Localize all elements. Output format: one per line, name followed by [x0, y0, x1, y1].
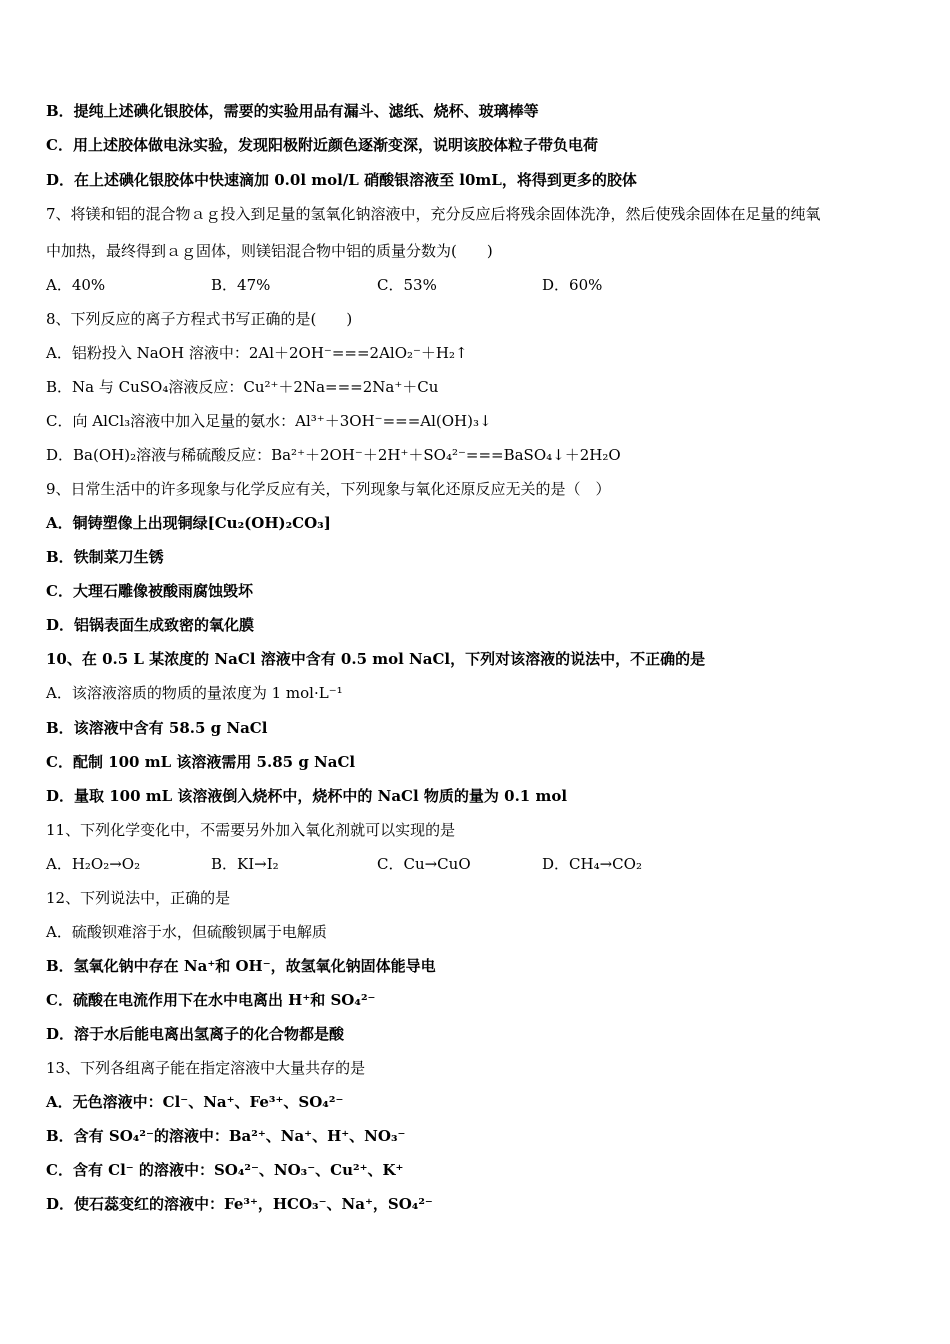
q12-option-b: B．氢氧化钠中存在 Na⁺和 OH⁻，故氢氧化钠固体能导电 — [46, 957, 436, 975]
q8-option-c: C．向 AlCl₃溶液中加入足量的氨水：Al³⁺＋3OH⁻===Al(OH)₃↓ — [46, 412, 492, 430]
q8-option-b: B．Na 与 CuSO₄溶液反应：Cu²⁺＋2Na===2Na⁺＋Cu — [46, 378, 439, 396]
q7-option-c: C．53% — [377, 276, 437, 294]
q12-stem: 12、下列说法中，正确的是 — [46, 889, 231, 907]
q13-option-a: A．无色溶液中：Cl⁻、Na⁺、Fe³⁺、SO₄²⁻ — [46, 1093, 344, 1111]
q10-option-b: B．该溶液中含有 58.5 g NaCl — [46, 719, 268, 737]
q8-option-d: D．Ba(OH)₂溶液与稀硫酸反应：Ba²⁺＋2OH⁻＋2H⁺＋SO₄²⁻===BaSO₄↓＋2H₂O — [46, 446, 621, 464]
q11-option-b: B．KI→I₂ — [211, 855, 279, 873]
q10-stem: 10、在 0.5 L 某浓度的 NaCl 溶液中含有 0.5 mol NaCl，下列对该溶液的说法中，不正确的是 — [46, 650, 706, 668]
q7-option-b: B．47% — [211, 276, 271, 294]
q7-option-a: A．40% — [46, 276, 106, 294]
q10-option-a: A．该溶液溶质的物质的量浓度为 1 mol·L⁻¹ — [46, 684, 343, 702]
q12-option-c: C．硫酸在电流作用下在水中电离出 H⁺和 SO₄²⁻ — [46, 991, 376, 1009]
q9-option-c: C．大理石雕像被酸雨腐蚀毁坏 — [46, 582, 253, 600]
q11-option-c: C．Cu→CuO — [377, 855, 471, 873]
q6-option-d: D．在上述碘化银胶体中快速滴加 0.0l mol/L 硝酸银溶液至 l0mL，将得到更多的胶体 — [46, 171, 637, 189]
q7-stem-line1: 7、将镁和铝的混合物ａｇ投入到足量的氢氧化钠溶液中，充分反应后将残余固体洗净，然后使残余固体在足量的纯氧 — [46, 205, 821, 223]
q9-option-a: A．铜铸塑像上出现铜绿[Cu₂(OH)₂CO₃] — [46, 514, 331, 532]
q11-option-a: A．H₂O₂→O₂ — [46, 855, 141, 873]
q6-option-c: C．用上述胶体做电泳实验，发现阳极附近颜色逐渐变深，说明该胶体粒子带负电荷 — [46, 136, 598, 154]
q8-option-a: A．铝粉投入 NaOH 溶液中：2Al＋2OH⁻===2AlO₂⁻＋H₂↑ — [46, 344, 468, 362]
q8-stem: 8、下列反应的离子方程式书写正确的是( ) — [46, 310, 353, 328]
q13-option-b: B．含有 SO₄²⁻的溶液中：Ba²⁺、Na⁺、H⁺、NO₃⁻ — [46, 1127, 406, 1145]
q12-option-d: D．溶于水后能电离出氢离子的化合物都是酸 — [46, 1025, 345, 1043]
q6-option-b: B．提纯上述碘化银胶体，需要的实验用品有漏斗、滤纸、烧杯、玻璃棒等 — [46, 102, 539, 120]
q13-option-d: D．使石蕊变红的溶液中：Fe³⁺，HCO₃⁻、Na⁺，SO₄²⁻ — [46, 1195, 433, 1213]
q11-option-d: D．CH₄→CO₂ — [542, 855, 642, 873]
q7-option-d: D．60% — [542, 276, 603, 294]
q13-option-c: C．含有 Cl⁻ 的溶液中：SO₄²⁻、NO₃⁻、Cu²⁺、K⁺ — [46, 1161, 404, 1179]
q10-option-d: D．量取 100 mL 该溶液倒入烧杯中，烧杯中的 NaCl 物质的量为 0.1 mol — [46, 787, 568, 805]
q11-stem: 11、下列化学变化中，不需要另外加入氧化剂就可以实现的是 — [46, 821, 456, 839]
q9-option-d: D．铝锅表面生成致密的氧化膜 — [46, 616, 255, 634]
q10-option-c: C．配制 100 mL 该溶液需用 5.85 g NaCl — [46, 753, 356, 771]
q7-stem-line2: 中加热，最终得到ａｇ固体，则镁铝混合物中铝的质量分数为( ) — [46, 242, 493, 260]
q12-option-a: A．硫酸钡难溶于水，但硫酸钡属于电解质 — [46, 923, 327, 941]
q9-option-b: B．铁制菜刀生锈 — [46, 548, 164, 566]
q9-stem: 9、日常生活中的许多现象与化学反应有关，下列现象与氧化还原反应无关的是（ ） — [46, 480, 611, 498]
q13-stem: 13、下列各组离子能在指定溶液中大量共存的是 — [46, 1059, 366, 1077]
